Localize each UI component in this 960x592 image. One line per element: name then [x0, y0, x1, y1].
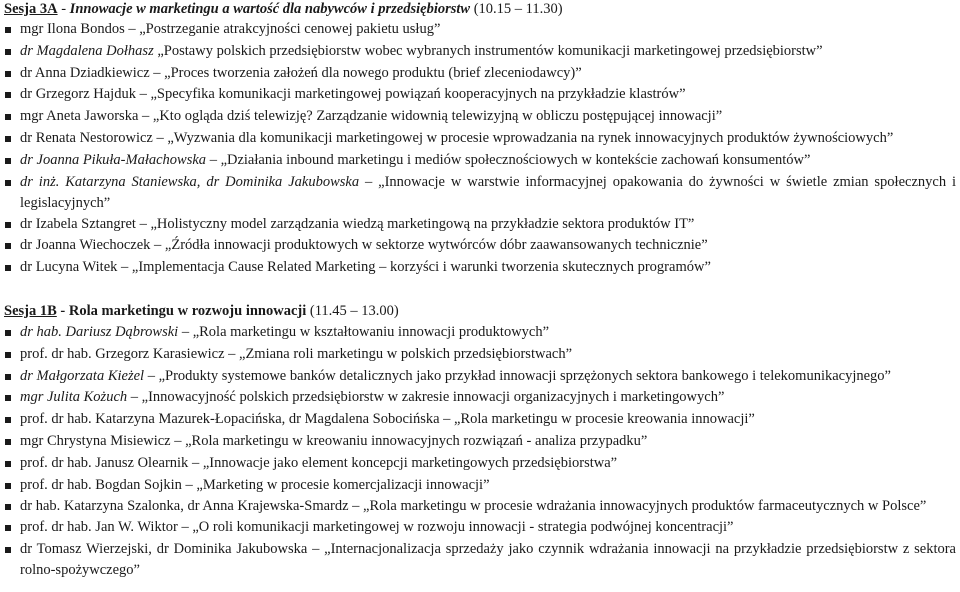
talk-author: dr Anna Dziadkiewicz: [20, 64, 150, 81]
talk-title: – „Innowacje jako element koncepcji marketingowych przedsiębiorstwa”: [188, 454, 618, 471]
bullet-icon: [5, 180, 11, 186]
talk-author: mgr Julita Kożuch: [20, 389, 128, 406]
talk-author: dr Joanna Pikuła-Małachowska: [20, 151, 207, 168]
talk-author: mgr Chrystyna Misiewicz: [20, 432, 171, 449]
list-item: [0, 214, 956, 236]
list-item: [0, 539, 956, 581]
talk-author: dr Grzegorz Hajduk: [20, 86, 136, 103]
talk-title: – „Innowacyjność polskich przedsiębiorstw w zakresie innowacji organizacyjnych i marketingowych”: [127, 389, 725, 406]
bullet-icon: [5, 395, 11, 401]
list-item: [0, 172, 956, 214]
session-code: Sesja 1B: [4, 303, 57, 319]
list-item: [0, 475, 956, 497]
talk-author: dr Małgorzata Kieżel: [20, 367, 145, 384]
session-separator: -: [56, 303, 69, 319]
bullet-icon: [5, 243, 11, 249]
list-item: [0, 322, 956, 344]
talk-title: – „Marketing w procesie komercjalizacji innowacji”: [181, 476, 490, 493]
bullet-icon: [5, 417, 11, 423]
list-item: [0, 409, 956, 431]
talk-title: – „Rola marketingu w kształtowaniu innowacji produktowych”: [178, 324, 550, 340]
talk-title: – „Kto ogląda dziś telewizję? Zarządzanie widownią telewizyjną w obliczu postępującej innowacji”: [138, 108, 723, 125]
talk-title: – „Wyzwania dla komunikacji marketingowej w procesie wprowadzania na rynek innowacyjnych produktów żywnościowych”: [152, 129, 894, 146]
talk-author: dr Renata Nestorowicz: [20, 129, 153, 146]
list-item: [0, 344, 956, 366]
list-item: [0, 19, 956, 41]
list-item: [0, 106, 956, 128]
bullet-icon: [5, 49, 11, 55]
session-separator: -: [57, 1, 70, 17]
session-1b-heading: [4, 302, 399, 320]
bullet-icon: [5, 136, 11, 142]
session-title: Innowacje w marketingu a wartość dla nabywców i przedsiębiorstw: [69, 1, 471, 17]
list-item: [0, 431, 956, 453]
talk-author: dr hab. Dariusz Dąbrowski: [20, 324, 179, 340]
bullet-icon: [5, 374, 11, 380]
talk-author: prof. dr hab. Bogdan Sojkin: [20, 476, 182, 493]
talk-author: dr Joanna Wiechoczek: [20, 237, 151, 254]
talk-title: – „Innowacje w warstwie informacyjnej opakowania do żywności w świetle zmian społecznych i legislacyjnych”: [20, 173, 957, 211]
talk-title: – „Internacjonalizacja sprzedaży jako czynnik wdrażania innowacji na przykładzie przedsiębiorstw z sektora rolno-spożywczego”: [20, 541, 956, 579]
bullet-icon: [5, 222, 11, 228]
talk-author: prof. dr hab. Janusz Olearnik: [20, 454, 189, 471]
list-item: [0, 235, 956, 257]
list-item: [0, 150, 956, 172]
talk-author: dr Izabela Sztangret: [20, 215, 136, 232]
list-item: [0, 453, 956, 475]
talk-title: – „Produkty systemowe banków detalicznych jako przykład innowacji sprzężonych sektora bankowego i telekomunikacyjnego”: [144, 367, 891, 384]
talk-title: – „Implementacja Cause Related Marketing – korzyści i warunki tworzenia skutecznych programów”: [117, 259, 711, 276]
bullet-icon: [5, 547, 11, 553]
bullet-icon: [5, 114, 11, 120]
bullet-icon: [5, 158, 11, 164]
bullet-icon: [5, 525, 11, 531]
list-item: [0, 366, 956, 388]
session-time: (10.15 – 11.30): [470, 1, 563, 17]
session-3a-heading: [4, 0, 563, 18]
list-item: [0, 63, 956, 85]
talk-title: – „Rola marketingu w procesie wdrażania innowacyjnych produktów farmaceutycznych w Polsce”: [348, 498, 927, 515]
list-item: [0, 496, 956, 517]
talk-author: dr Tomasz Wierzejski, dr Dominika Jakubowska: [20, 541, 308, 558]
bullet-icon: [5, 483, 11, 489]
talk-title: – „O roli komunikacji marketingowej w rozwoju innowacji - strategia podwójnej koncentracji”: [177, 519, 734, 536]
talk-title: – „Rola marketingu w procesie kreowania innowacji”: [439, 411, 755, 428]
list-item: [0, 517, 956, 539]
talk-title: – „Rola marketingu w kreowaniu innowacyjnych rozwiązań - analiza przypadku”: [170, 432, 648, 449]
bullet-icon: [5, 330, 11, 336]
list-item: [0, 128, 956, 150]
talk-author: dr Lucyna Witek: [20, 259, 118, 276]
talk-author: mgr Aneta Jaworska: [20, 108, 139, 125]
talk-title: – „Działania inbound marketingu i mediów społecznościowych w kontekście zachowań konsumentów”: [206, 151, 811, 168]
talk-title: – „Proces tworzenia założeń dla nowego produktu (brief zleceniodawcy)”: [149, 64, 582, 81]
bullet-icon: [5, 352, 11, 358]
talk-author: mgr Ilona Bondos: [20, 21, 125, 37]
talk-author: prof. dr hab. Jan W. Wiktor: [20, 519, 178, 536]
session-3a-talk-list: [0, 19, 956, 279]
talk-title: – „Postrzeganie atrakcyjności cenowej pakietu usług”: [124, 21, 441, 37]
bullet-icon: [5, 504, 11, 510]
session-1b-talk-list: [0, 322, 956, 581]
talk-title: „Postawy polskich przedsiębiorstw wobec wybranych instrumentów komunikacji marketingowej przedsiębiorstw”: [153, 42, 823, 59]
bullet-icon: [5, 92, 11, 98]
bullet-icon: [5, 27, 11, 33]
session-code: Sesja 3A: [4, 1, 58, 17]
talk-author: dr Magdalena Dołhasz: [20, 42, 154, 59]
list-item: [0, 41, 956, 63]
talk-title: – „Holistyczny model zarządzania wiedzą marketingową na przykładzie sektora produktów IT”: [135, 215, 695, 232]
list-item: [0, 387, 956, 409]
session-time: (11.45 – 13.00): [306, 303, 399, 319]
talk-author: prof. dr hab. Grzegorz Karasiewicz: [20, 345, 225, 362]
bullet-icon: [5, 71, 11, 77]
bullet-icon: [5, 265, 11, 271]
bullet-icon: [5, 461, 11, 467]
talk-title: – „Specyfika komunikacji marketingowej powiązań kooperacyjnych na przykładzie klastrów”: [135, 86, 686, 103]
session-title: Rola marketingu w rozwoju innowacji: [68, 303, 307, 319]
list-item: [0, 84, 956, 106]
talk-title: – „Źródła innowacji produktowych w sektorze wytwórców dóbr zaawansowanych technicznie”: [150, 237, 708, 254]
talk-author: prof. dr hab. Katarzyna Mazurek-Łopacińska, dr Magdalena Sobocińska: [20, 411, 440, 428]
talk-author: dr inż. Katarzyna Staniewska, dr Dominika Jakubowska: [20, 173, 360, 190]
list-item: [0, 257, 956, 279]
bullet-icon: [5, 439, 11, 445]
talk-title: – „Zmiana roli marketingu w polskich przedsiębiorstwach”: [224, 345, 573, 362]
talk-author: dr hab. Katarzyna Szalonka, dr Anna Krajewska-Smardz: [20, 498, 349, 515]
